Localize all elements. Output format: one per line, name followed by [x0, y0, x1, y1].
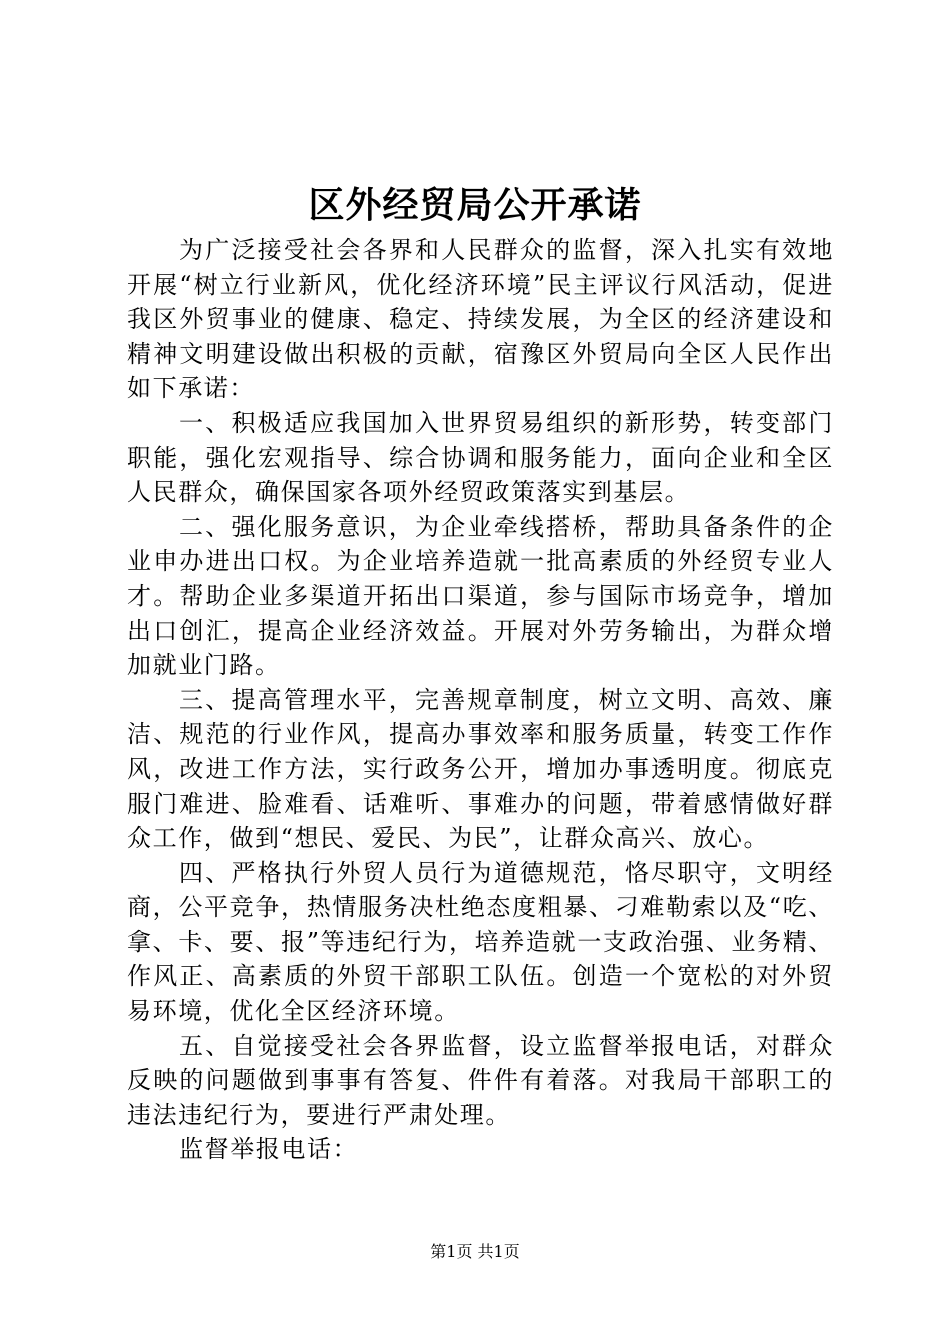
paragraph-item-5: 五、自觉接受社会各界监督，设立监督举报电话，对群众反映的问题做到事事有答复、件件有着落。对我局干部职工的违法违纪行为，要进行严肃处理。 [127, 1031, 834, 1129]
paragraph-item-4: 四、严格执行外贸人员行为道德规范，恪尽职守，文明经商，公平竞争，热情服务决杜绝态度粗暴、刁难勒索以及“吃、拿、卡、要、报”等违纪行为，培养造就一支政治强、业务精、作风正、高素质的外贸干部职工队伍。创造一个宽松的对外贸易环境，优化全区经济环境。 [127, 858, 834, 1026]
document-title: 区外经贸局公开承诺 [308, 184, 642, 226]
paragraph-item-3: 三、提高管理水平，完善规章制度，树立文明、高效、廉洁、规范的行业作风，提高办事效率和服务质量，转变工作作风，改进工作方法，实行政务公开，增加办事透明度。彻底克服门难进、脸难看、话难听、事难办的问题，带着感情做好群众工作，做到“想民、爱民、为民”，让群众高兴、放心。 [127, 685, 834, 853]
paragraph-item-1: 一、积极适应我国加入世界贸易组织的新形势，转变部门职能，强化宏观指导、综合协调和服务能力，面向企业和全区人民群众，确保国家各项外经贸政策落实到基层。 [127, 408, 834, 507]
paragraph-item-2: 二、强化服务意识，为企业牵线搭桥，帮助具备条件的企业申办进出口权。为企业培养造就一批高素质的外经贸专业人才。帮助企业多渠道开拓出口渠道，参与国际市场竞争，增加出口创汇，提高企业经济效益。开展对外劳务输出，为群众增加就业门路。 [127, 512, 834, 680]
paragraph-intro: 为广泛接受社会各界和人民群众的监督，深入扎实有效地开展“树立行业新风，优化经济环境”民主评议行风活动，促进我区外贸事业的健康、稳定、持续发展，为全区的经济建设和精神文明建设做出积极的贡献，宿豫区外贸局向全区人民作出如下承诺： [127, 236, 834, 403]
paragraph-hotline: 监督举报电话： [179, 1135, 359, 1164]
document-body [127, 233, 834, 1167]
page-footer: 第1页 共1页 [430, 1242, 520, 1261]
